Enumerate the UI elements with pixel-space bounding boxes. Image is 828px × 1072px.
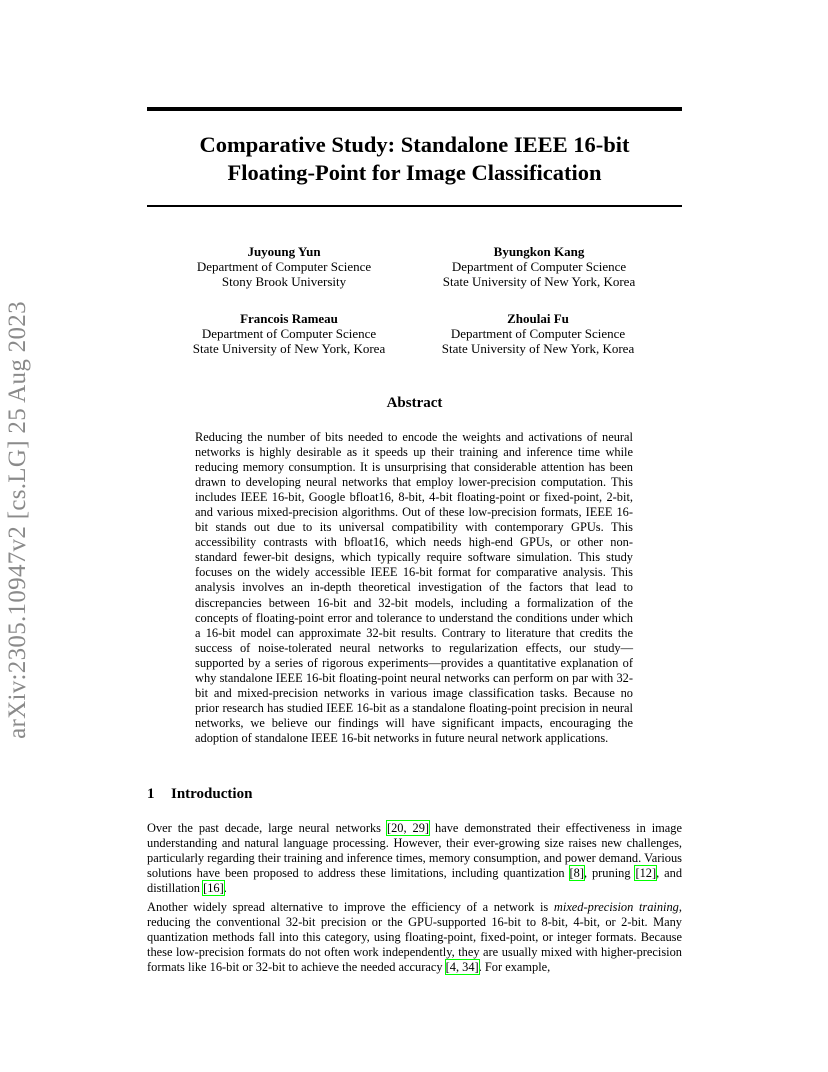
section-heading [147, 786, 252, 803]
citation-link[interactable]: [4, 34] [445, 960, 479, 975]
text-run: have demonstrated their effectiveness in image understanding and natural language processing. However, their ever-growing size raises new challenges, particularly regarding their training and inference times, memory consumption, and power demand. Various solutions have been proposed to address these limitations, including quantization [147, 821, 682, 881]
text-run: Over the past decade, large neural networks [147, 821, 387, 835]
author-block-2 [424, 244, 654, 290]
author-name: Zhoulai Fu [507, 311, 569, 326]
text-run: . For example, [478, 960, 551, 975]
intro-paragraph-1 [147, 821, 682, 896]
author-name: Juyoung Yun [247, 244, 321, 259]
author-block-3 [179, 311, 399, 357]
author-inst: State University of New York, Korea [441, 341, 635, 357]
paper-title [147, 131, 682, 187]
citation-link[interactable]: [8] [569, 866, 584, 881]
citation-link[interactable]: [16] [203, 881, 224, 896]
text-run: , and distillation [147, 866, 683, 896]
section-number: 1 [147, 786, 155, 802]
author-block-4 [428, 311, 648, 357]
citation-link[interactable]: [12] [635, 866, 657, 881]
title-line-1: Comparative Study: Standalone IEEE 16-bit [199, 132, 630, 157]
text-run: , reducing the conventional 32-bit precision or the GPU-supported 16-bit to 8-bit, 4-bit, or 2-bit. Many quantization methods fall into this category, using floating-point, fixed-point, or integer formats. Because these low-precision formats do not often work independently, they are usually mixed with higher-precision formats like 16-bit or 32-bit to achieve the needed accuracy [147, 900, 682, 975]
author-inst: Stony Brook University [221, 274, 347, 290]
author-name: Francois Rameau [240, 311, 338, 326]
title-top-rule [147, 107, 682, 111]
text-run: , pruning [583, 866, 636, 881]
emphasized-term: mixed-precision training [553, 900, 679, 914]
abstract-text: Reducing the number of bits needed to encode the weights and activations of neural networks is highly desirable as it speeds up their training and inference time while reducing memory consumption. It is unsurprising that considerable attention has been drawn to developing neural networks that employ lower-precision computation. This includes IEEE 16-bit, Google bfloat16, 8-bit, 4-bit floating-point or fixed-point, 2-bit, and various mixed-precision algorithms. Out of these low-precision formats, IEEE 16-bit stands out due to its universal compatibility with contemporary GPUs. This accessibility contrasts with bfloat16, which needs high-end GPUs, or other non-standard fewer-bit designs, which typically require software simulation. This study focuses on the widely accessible IEEE 16-bit format for comparative analysis. This analysis involves an in-depth theoretical investigation of the factors that lead to discrepancies between 16-bit and 32-bit models, including a formalization of the concepts of floating-point error and tolerance to understand the conditions under which a 16-bit model can approximate 32-bit results. Contrary to literature that credits the success of noise-tolerated neural networks to regularization effects, our study—supported by a series of rigorous experiments—provides a quantitative explanation of why standalone IEEE 16-bit floating-point neural networks can perform on par with 32-bit and mixed-precision networks in various image classification tasks. Because no prior research has studied IEEE 16-bit as a standalone floating-point precision in neural networks, we believe our findings will have significant impacts, encouraging the adoption of standalone IEEE 16-bit networks in future neural network applications. [195, 430, 633, 745]
author-dept: Department of Computer Science [450, 326, 626, 342]
author-dept: Department of Computer Science [201, 326, 377, 342]
text-run: . [223, 881, 227, 896]
citation-link[interactable]: [20, 29] [386, 821, 430, 835]
author-dept: Department of Computer Science [196, 259, 372, 275]
author-inst: State University of New York, Korea [442, 274, 636, 290]
intro-paragraph-2 [147, 900, 682, 975]
author-inst: State University of New York, Korea [192, 341, 386, 357]
abstract-heading: Abstract [386, 395, 443, 411]
title-bottom-rule [147, 205, 682, 207]
text-run: Another widely spread alternative to improve the efficiency of a network is [147, 900, 554, 914]
author-dept: Department of Computer Science [451, 259, 627, 275]
author-name: Byungkon Kang [493, 244, 585, 259]
section-title: Introduction [171, 786, 253, 802]
arxiv-identifier: arXiv:2305.10947v2 [cs.LG] 25 Aug 2023 [4, 301, 31, 739]
author-block-1 [184, 244, 384, 290]
title-line-2: Floating-Point for Image Classification [227, 160, 602, 185]
